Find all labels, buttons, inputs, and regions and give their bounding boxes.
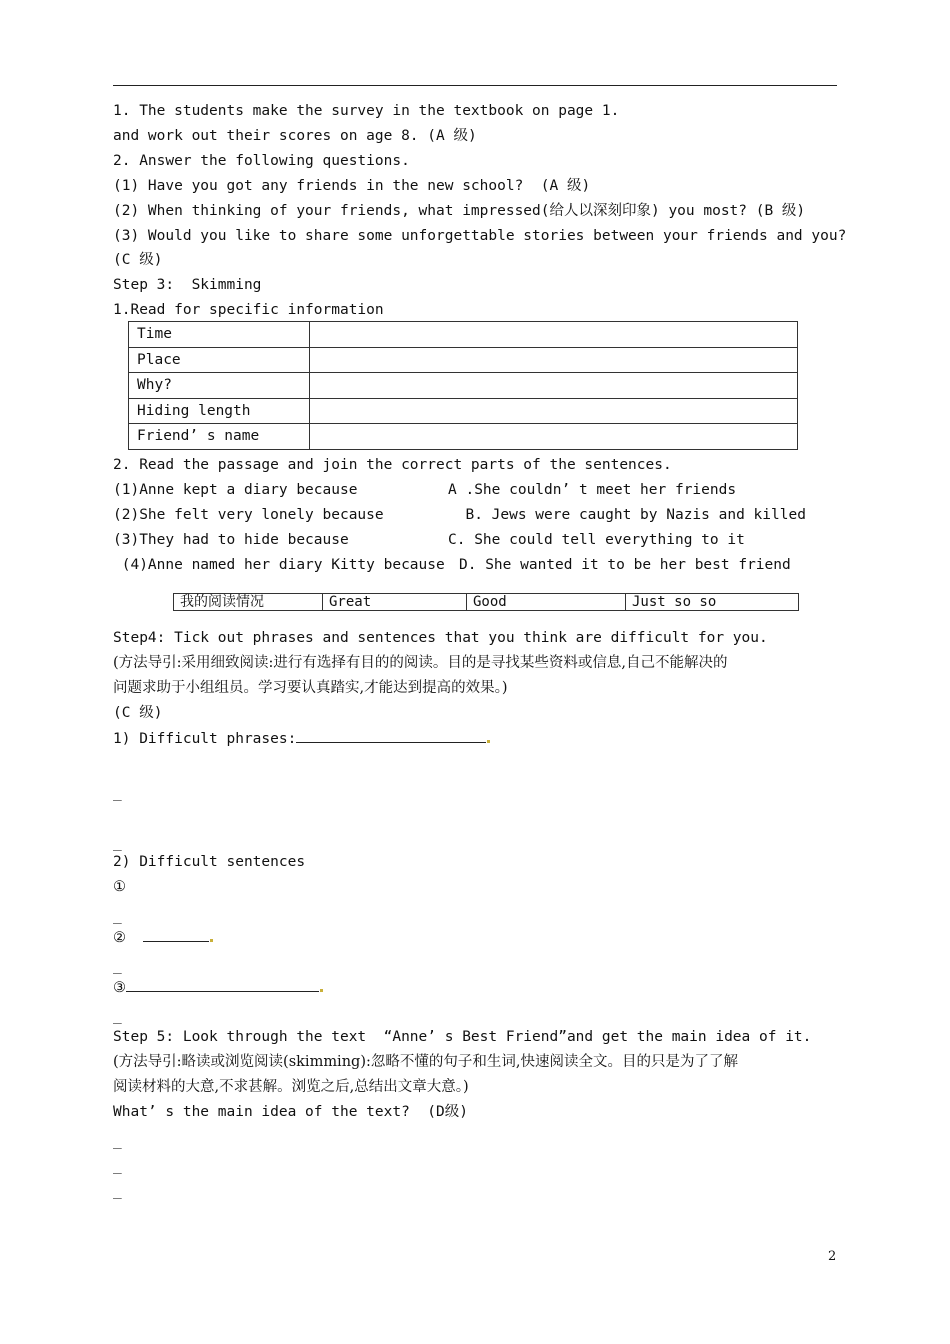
answer-dash: _ xyxy=(113,958,122,974)
question-2: (2) When thinking of your friends, what impressed(给人以深刻印象) you most? (B 级) xyxy=(113,203,806,219)
step5-guide-2: 阅读材料的大意,不求甚解。浏览之后,总结出文章大意。) xyxy=(113,1079,469,1095)
sentence-marker-1: ① xyxy=(113,879,126,895)
question-3-level: (C 级) xyxy=(113,252,163,268)
main-idea-question: What’ s the main idea of the text? (D级) xyxy=(113,1104,468,1120)
join-left-3: (3)They had to hide because xyxy=(113,532,349,548)
phrases-answer-blank[interactable] xyxy=(296,728,486,743)
info-table xyxy=(128,321,798,450)
sentence-2-answer-blank[interactable] xyxy=(143,927,209,942)
step4-guide-2: 问题求助于小组组员。学习要认真踏实,才能达到提高的效果。) xyxy=(113,680,508,696)
table-cell-label: Place xyxy=(129,347,310,373)
answer-dash: _ xyxy=(113,785,122,801)
step5-title: Step 5: Look through the text “Anne’ s Best Friend”and get the main idea of it. xyxy=(113,1029,812,1045)
table-row xyxy=(129,347,798,373)
sentence-3-answer-blank[interactable] xyxy=(126,977,319,992)
difficult-phrases-row xyxy=(113,728,490,749)
table-cell-answer[interactable] xyxy=(310,373,798,399)
header-rule xyxy=(113,85,837,86)
sentence-marker-3: ③ xyxy=(113,980,126,996)
answer-dash: _ xyxy=(113,908,122,924)
rating-option-good[interactable]: Good xyxy=(467,594,626,611)
question-3: (3) Would you like to share some unforgettable stories between your friends and you? xyxy=(113,228,847,244)
answer-dash: _ xyxy=(113,1183,122,1199)
table-row xyxy=(174,594,799,611)
table-cell-label: Time xyxy=(129,322,310,348)
answer-dash: _ xyxy=(113,1158,122,1174)
join-left-2: (2)She felt very lonely because xyxy=(113,507,384,523)
step5-guide-1: (方法导引:略读或浏览阅读(skimming):忽略不懂的句子和生词,快速阅读全文。目的只是为了了解 xyxy=(113,1054,738,1070)
join-left-4: (4)Anne named her diary Kitty because xyxy=(113,557,445,573)
mark-dot xyxy=(487,740,490,743)
table-cell-answer[interactable] xyxy=(310,347,798,373)
step4-guide-1: (方法导引:采用细致阅读:进行有选择有目的的阅读。目的是寻找某些资料或信息,自己不能解决的 xyxy=(113,655,728,671)
rating-option-just-so-so[interactable]: Just so so xyxy=(626,594,799,611)
mark-dot xyxy=(320,989,323,992)
rating-label: 我的阅读情况 xyxy=(174,594,323,611)
step4-title: Step4: Tick out phrases and sentences that you think are difficult for you. xyxy=(113,630,768,646)
mark-dot xyxy=(210,939,213,942)
answer-dash: _ xyxy=(113,1008,122,1024)
answer-dash: _ xyxy=(113,835,122,851)
table-row xyxy=(129,322,798,348)
join-left-1: (1)Anne kept a diary because xyxy=(113,482,358,498)
difficult-phrases-label: 1) Difficult phrases: xyxy=(113,731,297,747)
difficult-sentences-label: 2) Difficult sentences xyxy=(113,854,306,870)
table-row xyxy=(129,398,798,424)
answer-dash: _ xyxy=(113,1133,122,1149)
step3-title: Step 3: Skimming xyxy=(113,277,262,293)
table-cell-answer[interactable] xyxy=(310,398,798,424)
intro-line-1: 1. The students make the survey in the textbook on page 1. xyxy=(113,103,620,119)
table-cell-answer[interactable] xyxy=(310,424,798,450)
reading-rating-table xyxy=(173,593,799,611)
table-cell-answer[interactable] xyxy=(310,322,798,348)
rating-option-great[interactable]: Great xyxy=(323,594,467,611)
join-right-2: B. Jews were caught by Nazis and killed xyxy=(448,507,806,523)
sentence-row-3 xyxy=(113,977,323,998)
table-cell-label: Hiding length xyxy=(129,398,310,424)
table-cell-label: Friend’ s name xyxy=(129,424,310,450)
step3-subtitle: 1.Read for specific information xyxy=(113,302,384,318)
intro-line-2: and work out their scores on age 8. (A 级) xyxy=(113,128,477,144)
page-number: 2 xyxy=(828,1249,837,1264)
table-cell-label: Why? xyxy=(129,373,310,399)
sentence-marker-2: ② xyxy=(113,930,126,946)
sentence-row-2 xyxy=(113,927,213,948)
join-right-1: A .She couldn’ t meet her friends xyxy=(448,482,737,498)
table-row xyxy=(129,373,798,399)
intro-line-3: 2. Answer the following questions. xyxy=(113,153,410,169)
step4-level: (C 级) xyxy=(113,705,163,721)
table-row xyxy=(129,424,798,450)
question-1: (1) Have you got any friends in the new school? (A 级) xyxy=(113,178,591,194)
join-title: 2. Read the passage and join the correct parts of the sentences. xyxy=(113,457,672,473)
join-right-4: D. She wanted it to be her best friend xyxy=(459,557,791,573)
join-right-3: C. She could tell everything to it xyxy=(448,532,745,548)
